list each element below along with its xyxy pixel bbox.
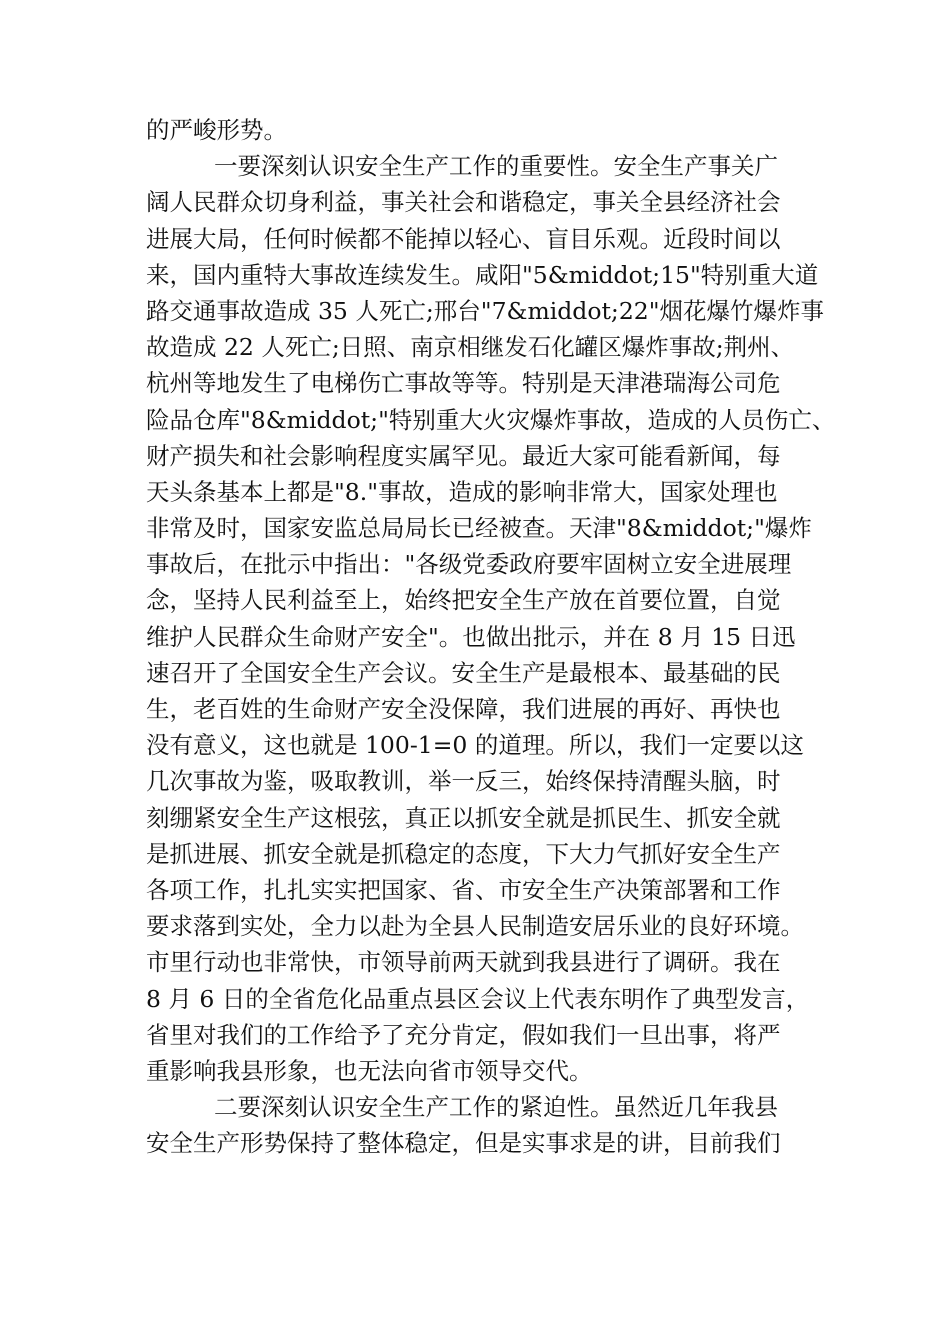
text-line: 各项工作，扎扎实实把国家、省、市安全生产决策部署和工作 bbox=[146, 875, 781, 904]
text-line: 天头条基本上都是"8."事故，造成的影响非常大，国家处理也 bbox=[146, 477, 778, 506]
text-line: 财产损失和社会影响程度实属罕见。最近大家可能看新闻，每 bbox=[146, 441, 781, 470]
text-line: 8 月 6 日的全省危化品重点县区会议上代表东明作了典型发言， bbox=[146, 984, 810, 1013]
text-line: 进展大局，任何时候都不能掉以轻心、盲目乐观。近段时间以 bbox=[146, 224, 781, 253]
text-line: 非常及时，国家安监总局局长已经被查。天津"8&middot;"爆炸 bbox=[146, 514, 812, 543]
text-line: 是抓进展、抓安全就是抓稳定的态度，下大力气抓好安全生产 bbox=[146, 839, 781, 868]
text-line: 的严峻形势。 bbox=[146, 116, 287, 144]
document-body bbox=[146, 112, 846, 1161]
text-line: 刻绷紧安全生产这根弦，真正以抓安全就是抓民生、抓安全就 bbox=[146, 803, 781, 832]
text-line: 生，老百姓的生命财产安全没保障，我们进展的再好、再快也 bbox=[146, 695, 781, 723]
text-line: 故造成 22 人死亡;日照、南京相继发石化罐区爆炸事故;荆州、 bbox=[146, 333, 795, 362]
text-line: 安全生产形势保持了整体稳定，但是实事求是的讲，目前我们 bbox=[146, 1129, 781, 1158]
text-line: 来，国内重特大事故连续发生。咸阳"5&middot;15"特别重大道 bbox=[146, 260, 819, 289]
text-line: 要求落到实处，全力以赴为全县人民制造安居乐业的良好环境。 bbox=[146, 912, 804, 941]
text-line: 阔人民群众切身利益，事关社会和谐稳定，事关全县经济社会 bbox=[146, 188, 781, 217]
text-line: 几次事故为鉴，吸取教训，举一反三，始终保持清醒头脑，时 bbox=[146, 767, 781, 796]
text-line: 险品仓库"8&middot;"特别重大火灾爆炸事故，造成的人员伤亡、 bbox=[146, 405, 836, 434]
text-line: 重影响我县形象，也无法向省市领导交代。 bbox=[146, 1056, 593, 1085]
text-line: 路交通事故造成 35 人死亡;邢台"7&middot;22"烟花爆竹爆炸事 bbox=[146, 296, 825, 325]
text-line: 维护人民群众生命财产安全"。也做出批示，并在 8 月 15 日迅 bbox=[146, 622, 796, 651]
text-line: 念，坚持人民利益至上，始终把安全生产放在首要位置，自觉 bbox=[146, 586, 781, 615]
text-line: 杭州等地发生了电梯伤亡事故等等。特别是天津港瑞海公司危 bbox=[146, 369, 781, 398]
text-line: 市里行动也非常快，市领导前两天就到我县进行了调研。我在 bbox=[146, 948, 781, 977]
text-line: 事故后，在批示中指出："各级党委政府要牢固树立安全进展理 bbox=[146, 550, 792, 579]
text-line: 速召开了全国安全生产会议。安全生产是最根本、最基础的民 bbox=[146, 658, 781, 687]
paragraph-first-line: 二要深刻认识安全生产工作的紧迫性。虽然近几年我县 bbox=[214, 1093, 778, 1122]
paragraph-first-line: 一要深刻认识安全生产工作的重要性。安全生产事关广 bbox=[214, 152, 778, 181]
text-line: 省里对我们的工作给予了充分肯定，假如我们一旦出事，将严 bbox=[146, 1020, 781, 1049]
text-line: 没有意义，这也就是 100-1=0 的道理。所以，我们一定要以这 bbox=[146, 731, 804, 760]
